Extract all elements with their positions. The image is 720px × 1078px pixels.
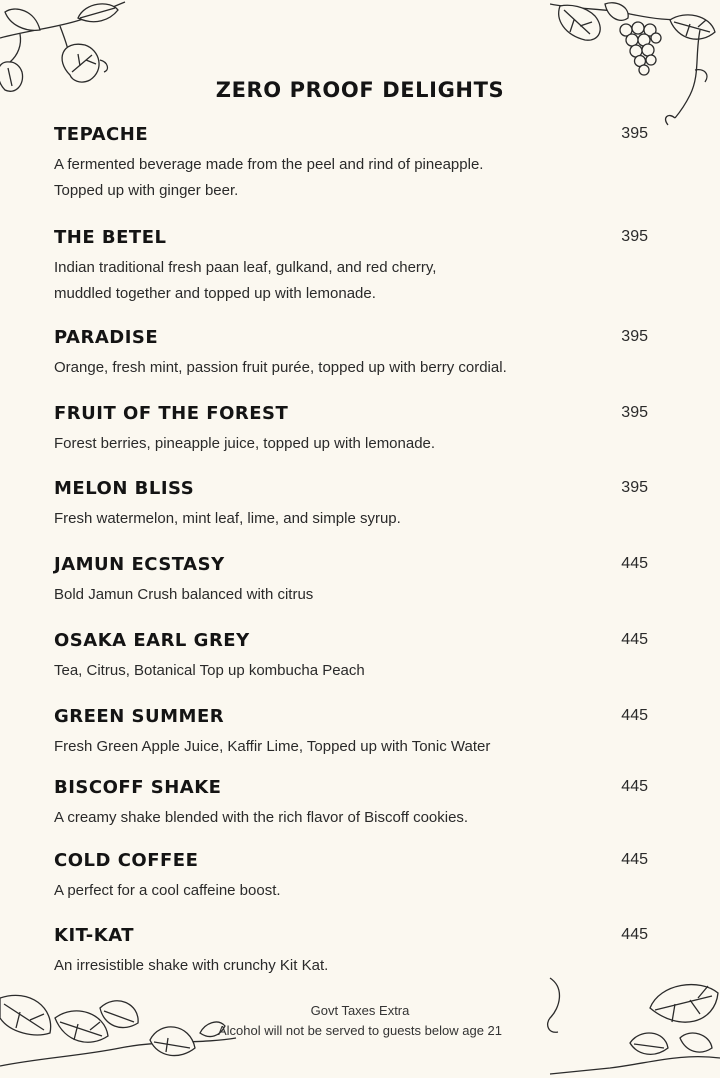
item-description: Fresh watermelon, mint leaf, lime, and simple syrup. (54, 510, 401, 527)
item-price: 395 (621, 328, 648, 345)
item-name: TEPACHE (54, 124, 149, 145)
footer-notes (0, 1001, 720, 1041)
item-name: OSAKA EARL GREY (54, 630, 250, 651)
item-description: A perfect for a cool caffeine boost. (54, 882, 281, 899)
item-description: Fresh Green Apple Juice, Kaffir Lime, Topped up with Tonic Water (54, 738, 491, 755)
item-price: 445 (621, 851, 648, 868)
menu-item (54, 554, 654, 608)
menu-item (54, 403, 654, 457)
item-name: PARADISE (54, 327, 159, 348)
item-name: JAMUN ECSTASY (54, 554, 225, 575)
alcohol-note: Alcohol will not be served to guests below age 21 (217, 1023, 502, 1038)
item-price: 445 (621, 778, 648, 795)
item-description: An irresistible shake with crunchy Kit Kat. (54, 957, 329, 974)
menu-item (54, 777, 654, 831)
item-name: MELON BLISS (54, 478, 195, 499)
item-price: 445 (621, 926, 648, 943)
menu-item (54, 124, 654, 204)
menu-item (54, 706, 654, 760)
menu-item (54, 478, 654, 532)
item-description: A creamy shake blended with the rich flavor of Biscoff cookies. (54, 809, 469, 826)
item-price: 445 (621, 555, 648, 572)
item-description: Forest berries, pineapple juice, topped up with lemonade. (54, 435, 436, 452)
item-price: 445 (621, 631, 648, 648)
item-price: 395 (621, 479, 648, 496)
menu-title: ZERO PROOF DELIGHTS (215, 78, 505, 102)
item-price: 445 (621, 707, 648, 724)
menu-item (54, 227, 654, 307)
item-name: BISCOFF SHAKE (54, 777, 222, 798)
item-price: 395 (621, 125, 648, 142)
item-name: GREEN SUMMER (54, 706, 225, 727)
item-description: Bold Jamun Crush balanced with citrus (54, 586, 314, 603)
grape-cluster-icon (550, 0, 720, 130)
item-name: THE BETEL (54, 227, 167, 248)
item-price: 395 (621, 228, 648, 245)
menu-item (54, 630, 654, 684)
item-name: COLD COFFEE (54, 850, 199, 871)
taxes-note: Govt Taxes Extra (310, 1003, 410, 1018)
item-price: 395 (621, 404, 648, 421)
menu-item (54, 850, 654, 904)
menu-item (54, 925, 654, 979)
item-name: FRUIT OF THE FOREST (54, 403, 289, 424)
item-name: KIT-KAT (54, 925, 135, 946)
item-description: A fermented beverage made from the peel and rind of pineapple. Topped up with ginger beer. (54, 156, 484, 199)
item-description: Tea, Citrus, Botanical Top up kombucha Peach (54, 662, 365, 679)
item-description: Orange, fresh mint, passion fruit purée, topped up with berry cordial. (54, 359, 507, 376)
item-description: Indian traditional fresh paan leaf, gulkand, and red cherry, muddled together and topped up with lemonade. (54, 259, 437, 302)
menu-item (54, 327, 654, 381)
